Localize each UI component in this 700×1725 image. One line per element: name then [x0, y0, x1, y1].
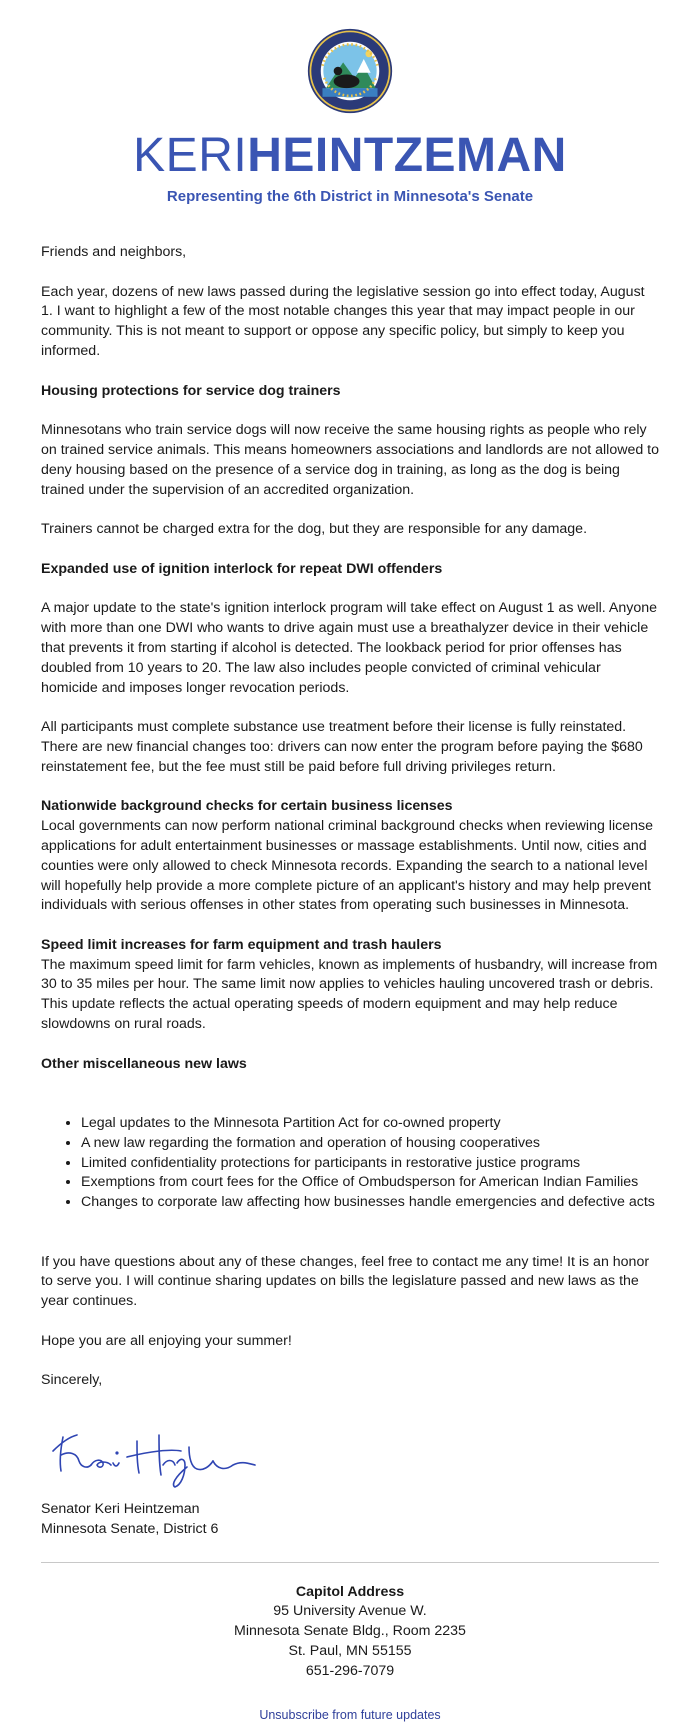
paragraph: Minnesotans who train service dogs will now receive the same housing rights as people who rely on trained service animals. This means homeowners associations and landlords are not allowed to deny housing based on the presence of a service dog in training, as long as the dog is being trained under the supervision of an accredited organization. — [41, 422, 660, 498]
tagline: Representing the 6th District in Minnesota's Senate — [166, 188, 534, 205]
address-line: 95 University Avenue W. — [273, 1603, 427, 1620]
paragraph: A major update to the state's ignition interlock program will take effect on August 1 as well. Anyone with more than one DWI who wants to drive again must use a breathalyzer device in their vehicle that prevents it from starting if alcohol is detected. The lookback period for prior offenses has doubled from 10 years to 20. The law also includes people convicted of criminal vehicular homicide and imposes longer revocation periods. — [41, 600, 658, 696]
handwritten-signature — [41, 1405, 261, 1493]
closing-paragraph: If you have questions about any of these changes, feel free to contact me any time! It is an honor to serve you. I will continue sharing updates on bills the legislature passed and new laws as the year continues. — [41, 1253, 650, 1310]
last-name: HEINTZEMAN — [247, 129, 567, 182]
intro-paragraph: Each year, dozens of new laws passed during the legislative session go into effect today, August 1. I want to highlight a few of the most notable changes this year that may impact people in our community. This is not meant to support or oppose any specific policy, but simply to keep you informed. — [41, 283, 645, 359]
paragraph: The maximum speed limit for farm vehicles, known as implements of husbandry, will increase from 30 to 35 miles per hour. The same limit now applies to vehicles hauling uncovered trash or debris. This update reflects the actual operating speeds of modern equipment and may help reduce slowdowns on rural roads. — [41, 956, 658, 1033]
list-item: • Limited confidentiality protections for participants in restorative justice programs — [81, 1154, 659, 1174]
address-line: Minnesota Senate Bldg., Room 2235 — [234, 1623, 466, 1640]
list-item: • A new law regarding the formation and operation of housing cooperatives — [81, 1134, 659, 1154]
letter-body — [0, 243, 700, 1540]
unsubscribe-link[interactable]: Unsubscribe from future updates — [259, 1707, 441, 1722]
header — [0, 0, 700, 205]
signoff: Sincerely, — [41, 1372, 103, 1389]
address-line: St. Paul, MN 55155 — [288, 1643, 412, 1659]
sender-name: Senator Keri Heintzeman — [41, 1501, 200, 1518]
section-heading: Speed limit increases for farm equipment and trash haulers — [41, 936, 442, 953]
senator-name-logo — [0, 130, 700, 182]
list-item: • Changes to corporate law affecting how businesses handle emergencies and defective acts — [81, 1193, 659, 1213]
sender-title: Minnesota Senate, District 6 — [41, 1520, 219, 1537]
misc-laws-list — [41, 1114, 659, 1213]
phone-number: 651-296-7079 — [305, 1662, 395, 1679]
list-item: • Exemptions from court fees for the Office of Ombudsperson for American Indian Families — [81, 1173, 659, 1193]
paragraph: Local governments can now perform national criminal background checks when reviewing license applications for adult entertainment businesses or massage establishments. Until now, cities and counties were only allowed to check Minnesota records. Expanding the search to a national level will hopefully help provide a more complete picture of an applicant's history and may help prevent individuals with serious offenses in other states from operating such businesses in Minnesota. — [41, 818, 653, 914]
section-heading: Nationwide background checks for certain business licenses — [41, 798, 453, 815]
first-name: KERI — [133, 129, 248, 182]
paragraph: All participants must complete substance use treatment before their license is fully reinstated. There are new financial changes too: drivers can now enter the program before paying the $680 reinstatement fee, but the fee must still be paid before full driving privileges return. — [41, 719, 643, 775]
closing-paragraph: Hope you are all enjoying your summer! — [41, 1332, 292, 1349]
divider — [41, 1562, 659, 1563]
paragraph: Trainers cannot be charged extra for the dog, but they are responsible for any damage. — [41, 521, 588, 538]
section-heading: Expanded use of ignition interlock for repeat DWI offenders — [41, 560, 443, 577]
section-heading: Housing protections for service dog trainers — [41, 382, 341, 399]
greeting: Friends and neighbors, — [41, 244, 187, 260]
state-seal-logo — [307, 28, 393, 114]
list-item: • Legal updates to the Minnesota Partition Act for co-owned property — [81, 1114, 659, 1134]
section-heading: Other miscellaneous new laws — [41, 1055, 247, 1072]
address-title: Capitol Address — [295, 1583, 405, 1600]
footer — [0, 1583, 700, 1725]
